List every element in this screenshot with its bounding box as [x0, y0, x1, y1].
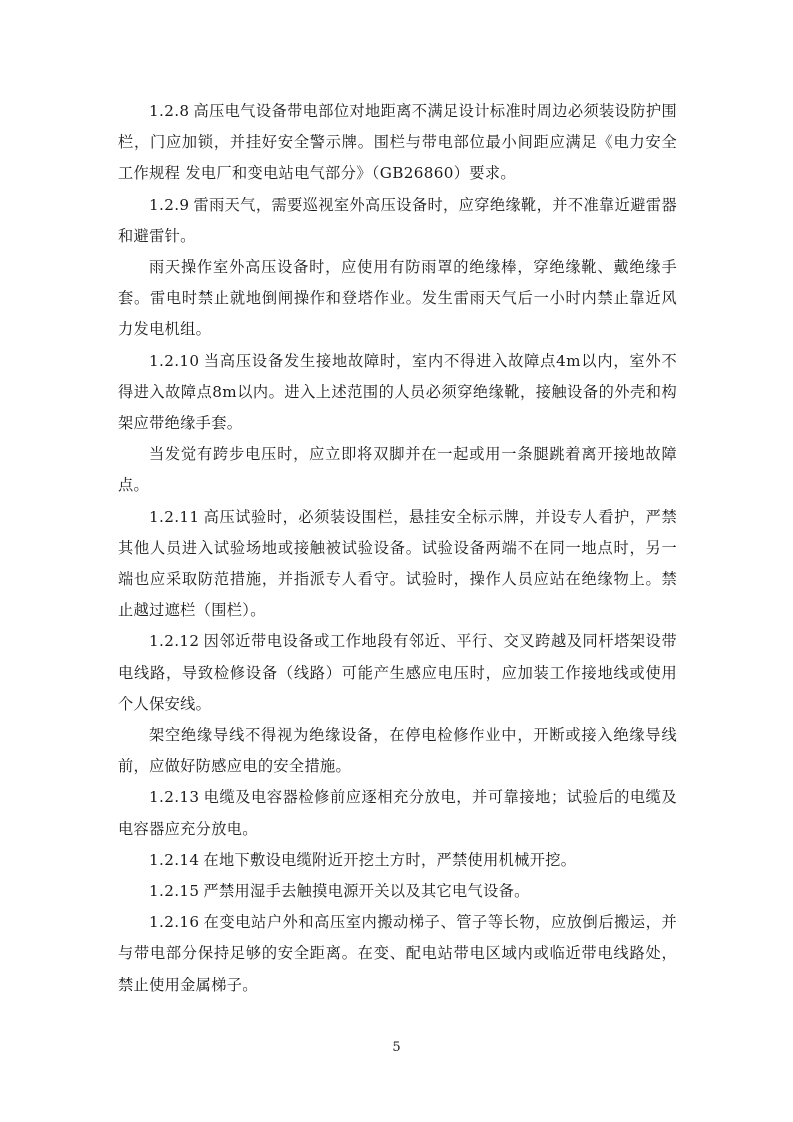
document-body: [118, 96, 677, 1001]
clause-number: 1.2.8: [149, 102, 190, 120]
paragraph-text: 雷雨天气，需要巡视室外高压设备时，应穿绝缘靴，并不准靠近避雷器和避雷针。: [118, 195, 677, 245]
paragraph-step-voltage: [118, 439, 677, 501]
paragraph-rainy-operation: [118, 252, 677, 346]
paragraph-text: 当发觉有跨步电压时，应立即将双脚并在一起或用一条腿跳着离开接地故障点。: [118, 445, 677, 495]
paragraph-1-2-11: [118, 502, 677, 627]
clause-number: 1.2.14: [149, 850, 200, 869]
paragraph-1-2-9: [118, 190, 677, 252]
paragraph-text: 当高压设备发生接地故障时，室内不得进入故障点4m以内，室外不得进入故障点8m以内。进入上述范围的人员必须穿绝缘靴，接触设备的外壳和构架应带绝缘手套。: [118, 351, 677, 433]
paragraph-text: 雨天操作室外高压设备时，应使用有防雨罩的绝缘棒，穿绝缘靴、戴绝缘手套。雷电时禁止就地倒闸操作和登塔作业。发生雷雨天气后一小时内禁止靠近风力发电机组。: [118, 258, 677, 339]
paragraph-text: 架空绝缘导线不得视为绝缘设备，在停电检修作业中，开断或接入绝缘导线前，应做好防感应电的安全措施。: [118, 726, 677, 776]
page-number: 5: [392, 1040, 401, 1055]
paragraph-1-2-12: [118, 626, 677, 720]
paragraph-text: 电缆及电容器检修前应逐相充分放电，并可靠接地；试验后的电缆及电容器应充分放电。: [118, 788, 677, 838]
clause-number: 1.2.16: [149, 913, 200, 932]
paragraph-1-2-10: [118, 346, 677, 440]
paragraph-text: 高压试验时，必须装设围栏，悬挂安全标示牌，并设专人看护，严禁其他人员进入试验场地或接触被试验设备。试验设备两端不在同一地点时，另一端也应采取防范措施，并指派专人看守。试验时，操作人员应站在绝缘物上。禁止越过遮栏（围栏）。: [118, 507, 677, 620]
paragraph-text: 严禁用湿手去触摸电源开关以及其它电气设备。: [203, 882, 530, 901]
paragraph-1-2-16: [118, 907, 677, 1001]
paragraph-1-2-14: [118, 845, 677, 876]
clause-number: 1.2.12: [149, 632, 200, 651]
paragraph-text: 在变电站户外和高压室内搬动梯子、管子等长物，应放倒后搬运，并与带电部分保持足够的安全距离。在变、配电站带电区域内或临近带电线路处，禁止使用金属梯子。: [118, 913, 677, 994]
paragraph-text: 因邻近带电设备或工作地段有邻近、平行、交叉跨越及同杆塔架设带电线路，导致检修设备（线路）可能产生感应电压时，应加装工作接地线或使用个人保安线。: [118, 632, 677, 713]
clause-number: 1.2.9: [149, 195, 190, 214]
paragraph-1-2-8: [118, 96, 677, 190]
clause-number: 1.2.10: [149, 351, 200, 370]
paragraph-text: 高压电气设备带电部位对地距离不满足设计标准时周边必须装设防护围栏，门应加锁，并挂好安全警示牌。围栏与带电部位最小间距应满足《电力安全工作规程 发电厂和变电站电气部分》（GB26860）要求。: [118, 102, 677, 183]
paragraph-text: 在地下敷设电缆附近开挖土方时，严禁使用机械开挖。: [203, 850, 577, 869]
paragraph-insulated-wire: [118, 720, 677, 782]
paragraph-1-2-15: [118, 876, 677, 907]
paragraph-1-2-13: [118, 782, 677, 844]
clause-number: 1.2.13: [149, 788, 200, 807]
clause-number: 1.2.15: [149, 882, 200, 901]
clause-number: 1.2.11: [149, 507, 200, 526]
